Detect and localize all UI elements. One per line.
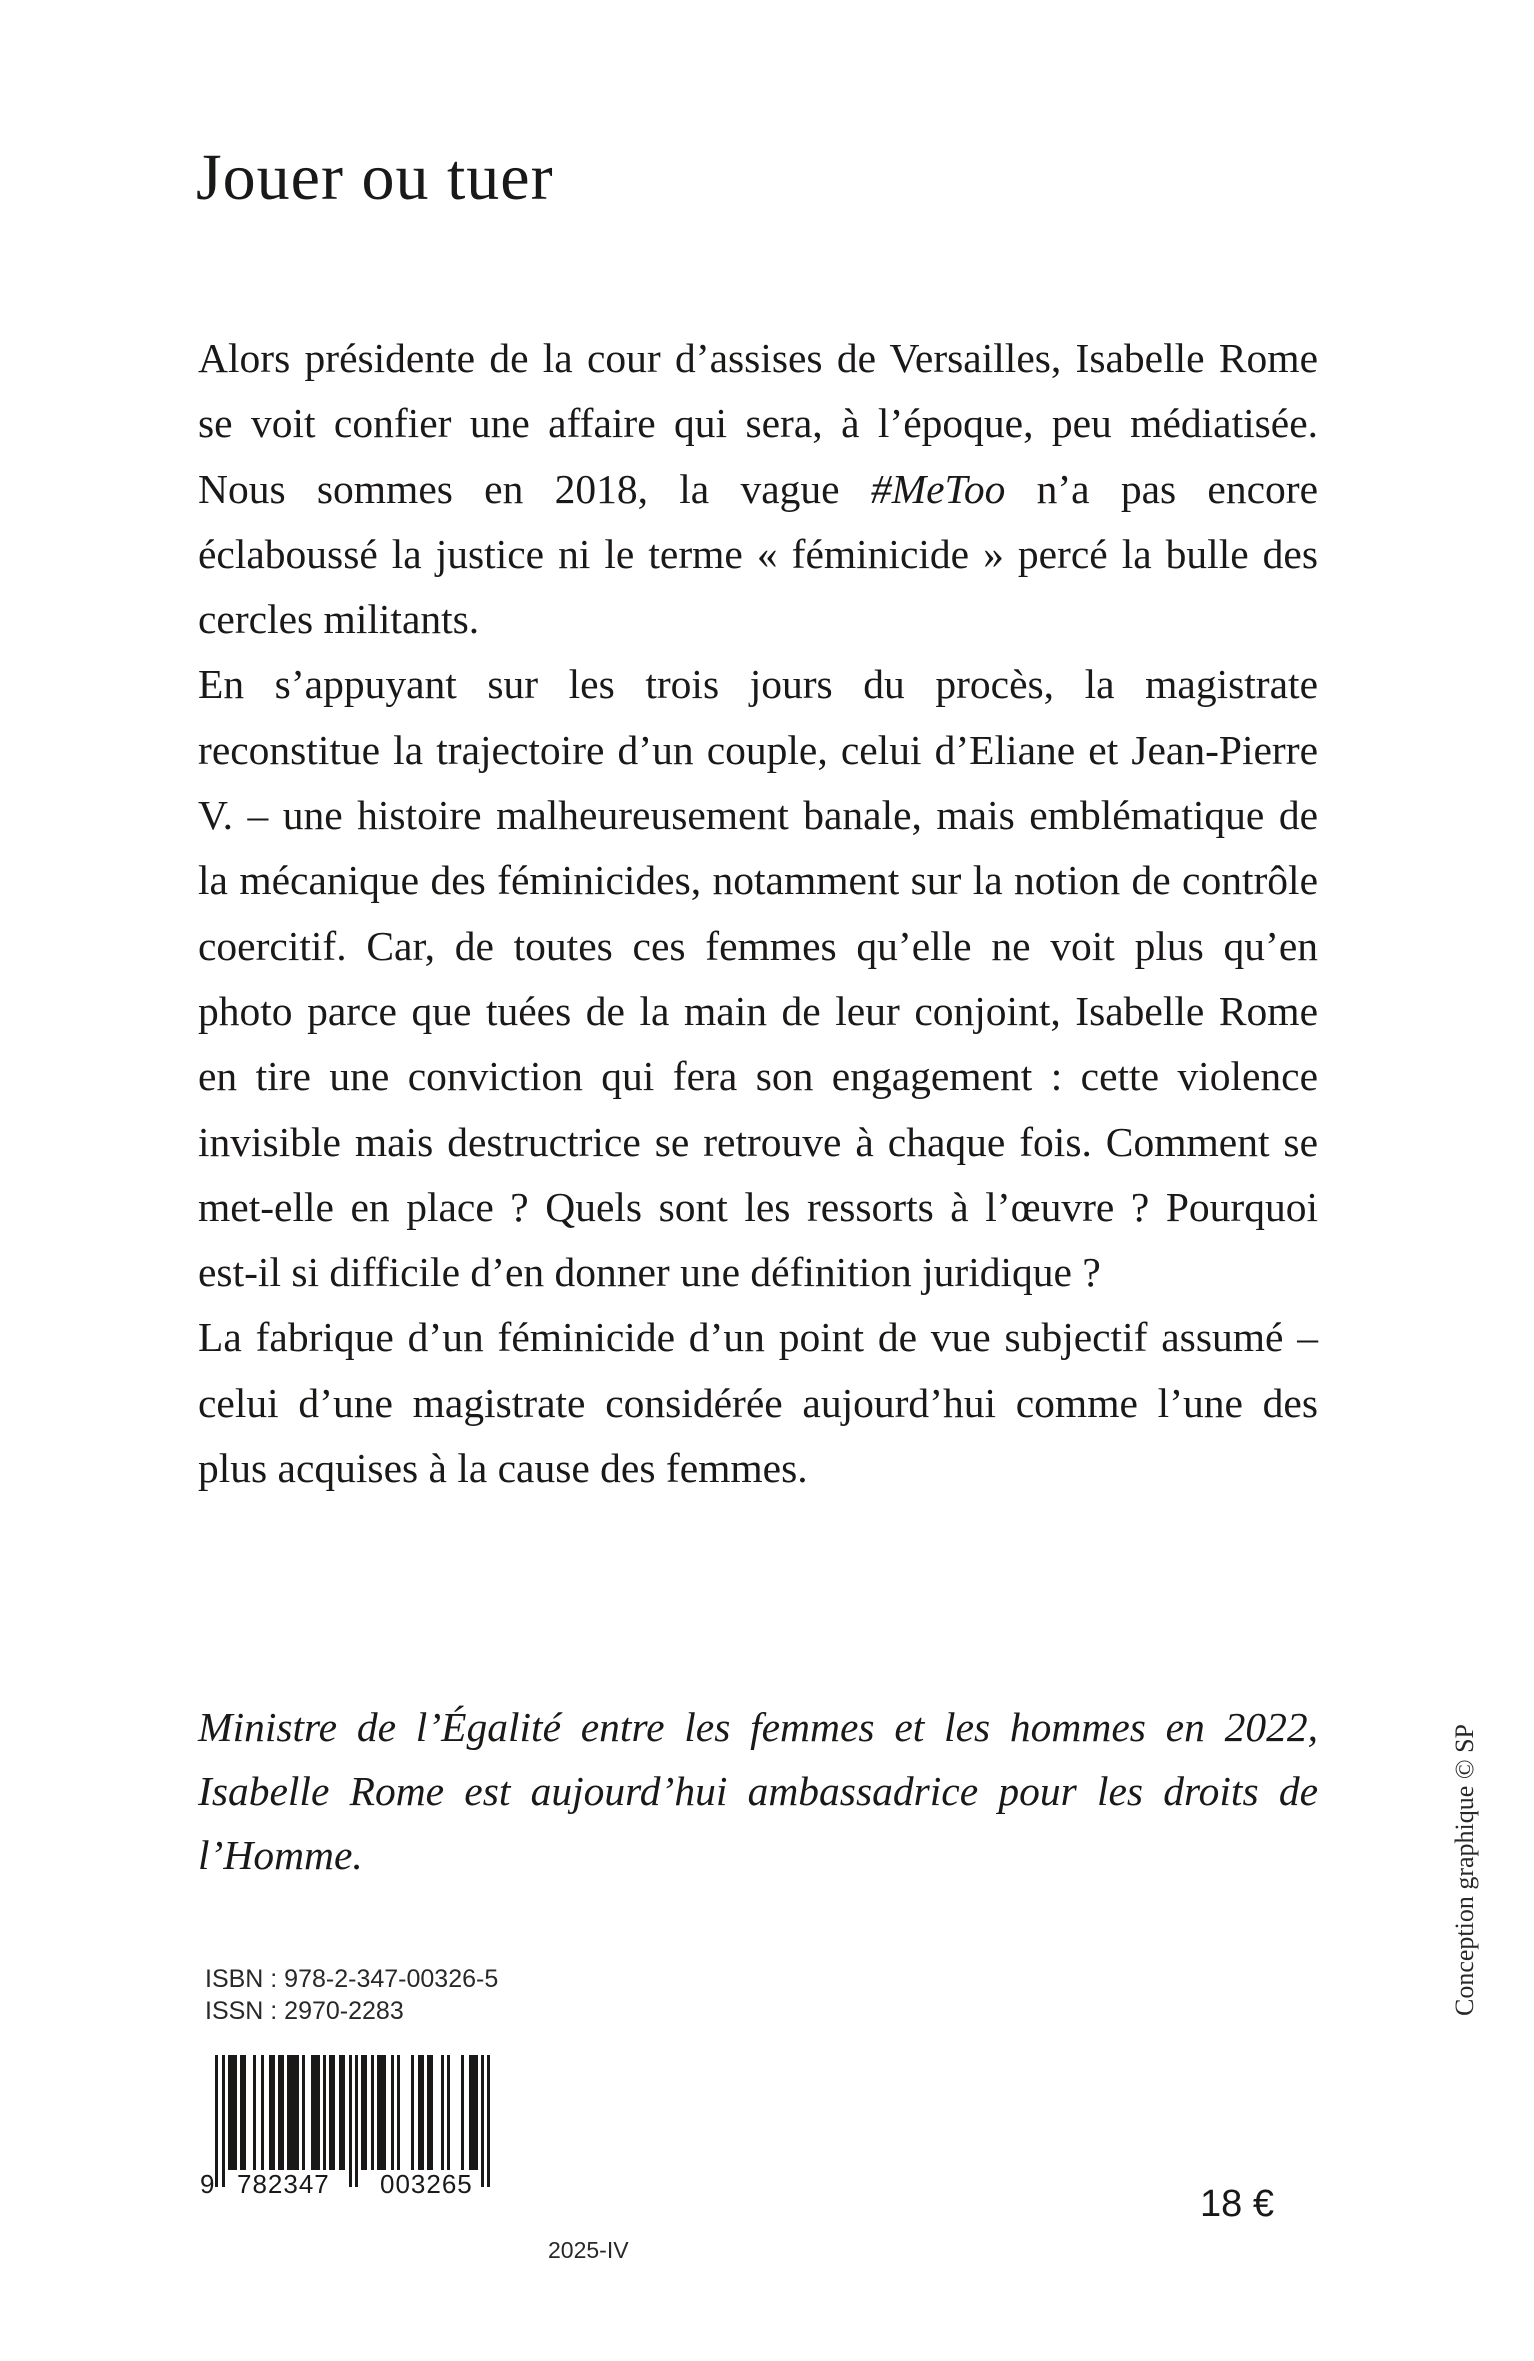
hashtag-metoo: #MeToo <box>870 465 1006 512</box>
summary-paragraph-1 <box>198 326 1318 652</box>
summary-paragraph-3: La fabrique d’un féminicide d’un point de vue subjectif assumé – celui d’une magistrate considérée aujourd’hui comme l’une des plus acquises à la cause des femmes. <box>198 1314 1318 1492</box>
identifiers <box>205 1963 498 2027</box>
design-credit: Conception graphique © SP <box>1450 1723 1479 2017</box>
book-title: Jouer ou tuer <box>196 141 554 214</box>
isbn-label: ISBN : 978-2-347-00326-5 <box>205 1965 499 1993</box>
summary-text: n’a pas encore éclaboussé la justice ni le terme « féminicide » percé la bulle des cercles militants. <box>198 465 1319 643</box>
issn-label: ISSN : 2970-2283 <box>205 1997 404 2025</box>
summary-text: Alors présidente de la cour d’assises de Versailles, Isabelle Rome se voit confier une affaire qui sera, à l’époque, peu médiatisée. Nous sommes en 2018, la vague <box>198 335 1318 512</box>
edition-code: 2025-IV <box>548 2237 629 2263</box>
barcode-right-group: 003265 <box>380 2169 473 2199</box>
barcode-left-group: 782347 <box>237 2169 330 2199</box>
back-cover-summary <box>198 326 1318 1501</box>
summary-paragraph-2: En s’appuyant sur les trois jours du procès, la magistrate reconstitue la trajectoire d’un couple, celui d’Eliane et Jean-Pierre V. – une histoire malheureusement banale, mais emblématique de la mécanique des féminicides, notamment sur la notion de contrôle coercitif. Car, de toutes ces femmes qu’elle ne voit plus qu’en photo parce que tuées de la main de leur conjoint, Isabelle Rome en tire une conviction qui fera son engagement : cette violence invisible mais destructrice se retrouve à chaque fois. Comment se met-elle en place ? Quels sont les ressorts à l’œuvre ? Pourquoi est-il si difficile d’en donner une définition juridique ? <box>198 661 1318 1296</box>
price-label: 18 € <box>1200 2183 1274 2225</box>
barcode-lead-digit: 9 <box>200 2169 215 2199</box>
author-bio: Ministre de l’Égalité entre les femmes et les hommes en 2022, Isabelle Rome est aujourd’hui ambassadrice pour les droits de l’Homme. <box>198 1704 1318 1878</box>
